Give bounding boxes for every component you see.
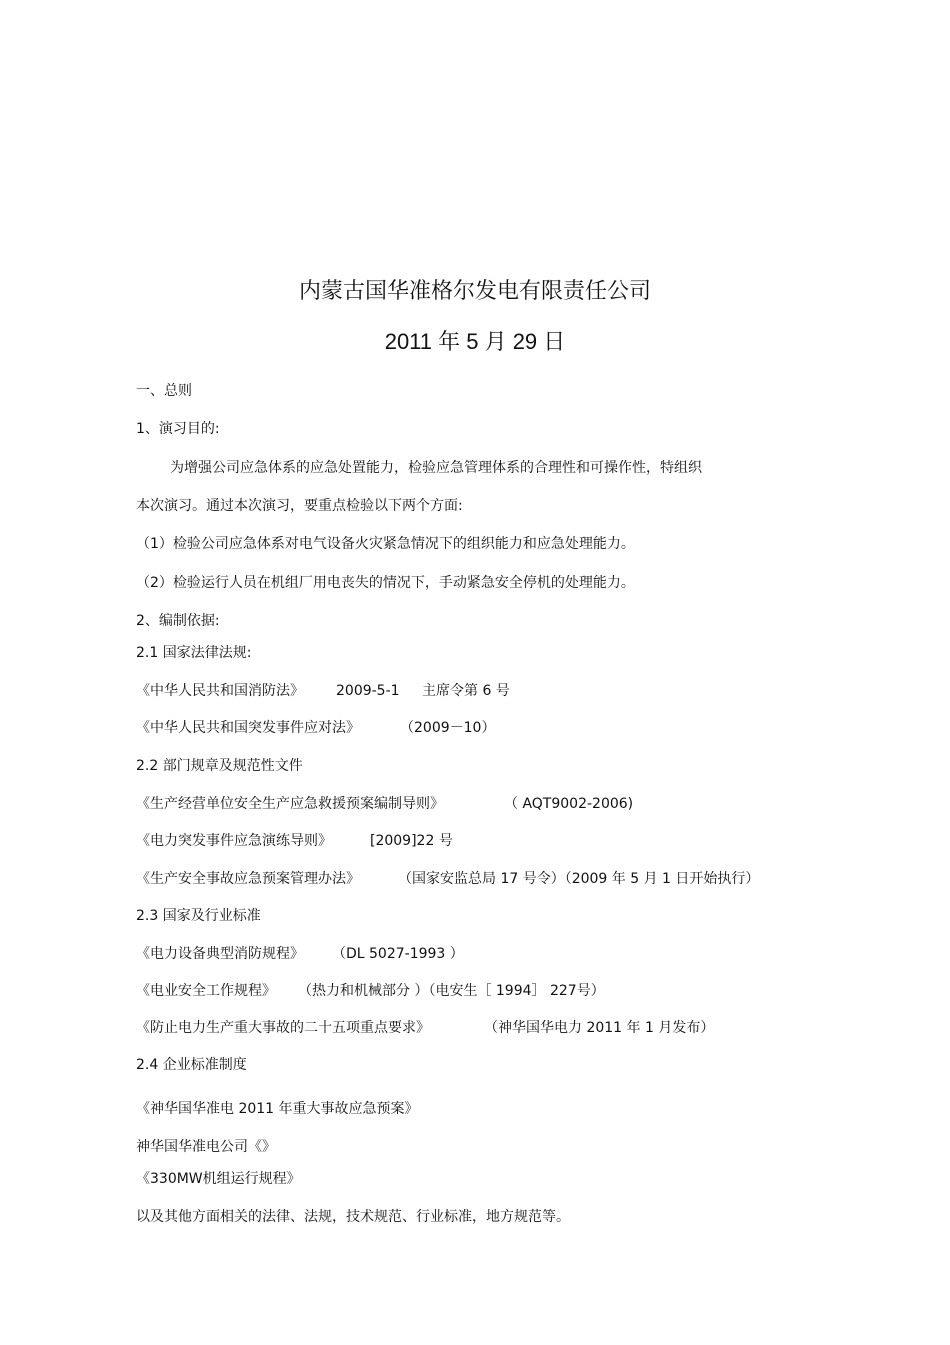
closing-statement: 以及其他方面相关的法律、法规，技术规范、行业标准，地方规范等。 [136,1209,570,1225]
document-date: 2011 年 5 月 29 日 [384,329,566,354]
company-title: 内蒙古国华准格尔发电有限责任公司 [298,279,651,304]
std-ref: （热力和机械部分 ）（电安生［ 1994］ 227号） [298,983,605,999]
std-name: 《电业安全工作规程》 [136,983,276,999]
heading-drill-purpose: 1、演习目的: [136,421,220,437]
heading-national-laws: 2.1 国家法律法规: [136,645,252,661]
heading-enterprise-standards: 2.4 企业标准制度 [136,1057,247,1073]
rule-ref: [2009]22 号 [370,833,453,849]
rule-name: 《电力突发事件应急演练导则》 [136,833,332,849]
purpose-paragraph-line1: 为增强公司应急体系的应急处置能力，检验应急管理体系的合理性和可操作性，特组织 [170,460,702,476]
law-name: 《中华人民共和国突发事件应对法》 [136,720,360,736]
enterprise-operation-rules: 《330MW机组运行规程》 [136,1171,301,1187]
purpose-paragraph-line2: 本次演习。通过本次演习，要重点检验以下两个方面: [136,498,463,514]
section-general: 一、总则 [136,383,192,399]
std-ref: （DL 5027-1993 ） [332,946,464,962]
law-name: 《中华人民共和国消防法》 [136,683,304,699]
enterprise-emergency-plan: 《神华国华准电 2011 年重大事故应急预案》 [136,1101,419,1117]
std-name: 《防止电力生产重大事故的二十五项重点要求》 [136,1020,430,1036]
heading-department-rules: 2.2 部门规章及规范性文件 [136,758,303,774]
purpose-point-2: （2）检验运行人员在机组厂用电丧失的情况下，手动紧急安全停机的处理能力。 [136,575,635,591]
rule-ref: （ AQT9002-2006) [504,796,634,812]
purpose-point-1: （1）检验公司应急体系对电气设备火灾紧急情况下的组织能力和应急处理能力。 [136,536,635,552]
law-ref: （2009－10） [400,720,496,736]
law-date: 2009-5-1 [336,683,400,699]
heading-industry-standards: 2.3 国家及行业标准 [136,908,261,924]
law-order: 主席令第 6 号 [422,683,510,699]
rule-name: 《生产经营单位安全生产应急救援预案编制导则》 [136,796,444,812]
rule-name: 《生产安全事故应急预案管理办法》 [136,871,360,887]
std-name: 《电力设备典型消防规程》 [136,946,304,962]
heading-basis: 2、编制依据: [136,613,220,629]
std-ref: （神华国华电力 2011 年 1 月发布） [484,1020,715,1036]
rule-ref: （国家安监总局 17 号令）（2009 年 5 月 1 日开始执行） [398,871,760,887]
enterprise-company-doc: 神华国华准电公司《》 [136,1139,276,1155]
